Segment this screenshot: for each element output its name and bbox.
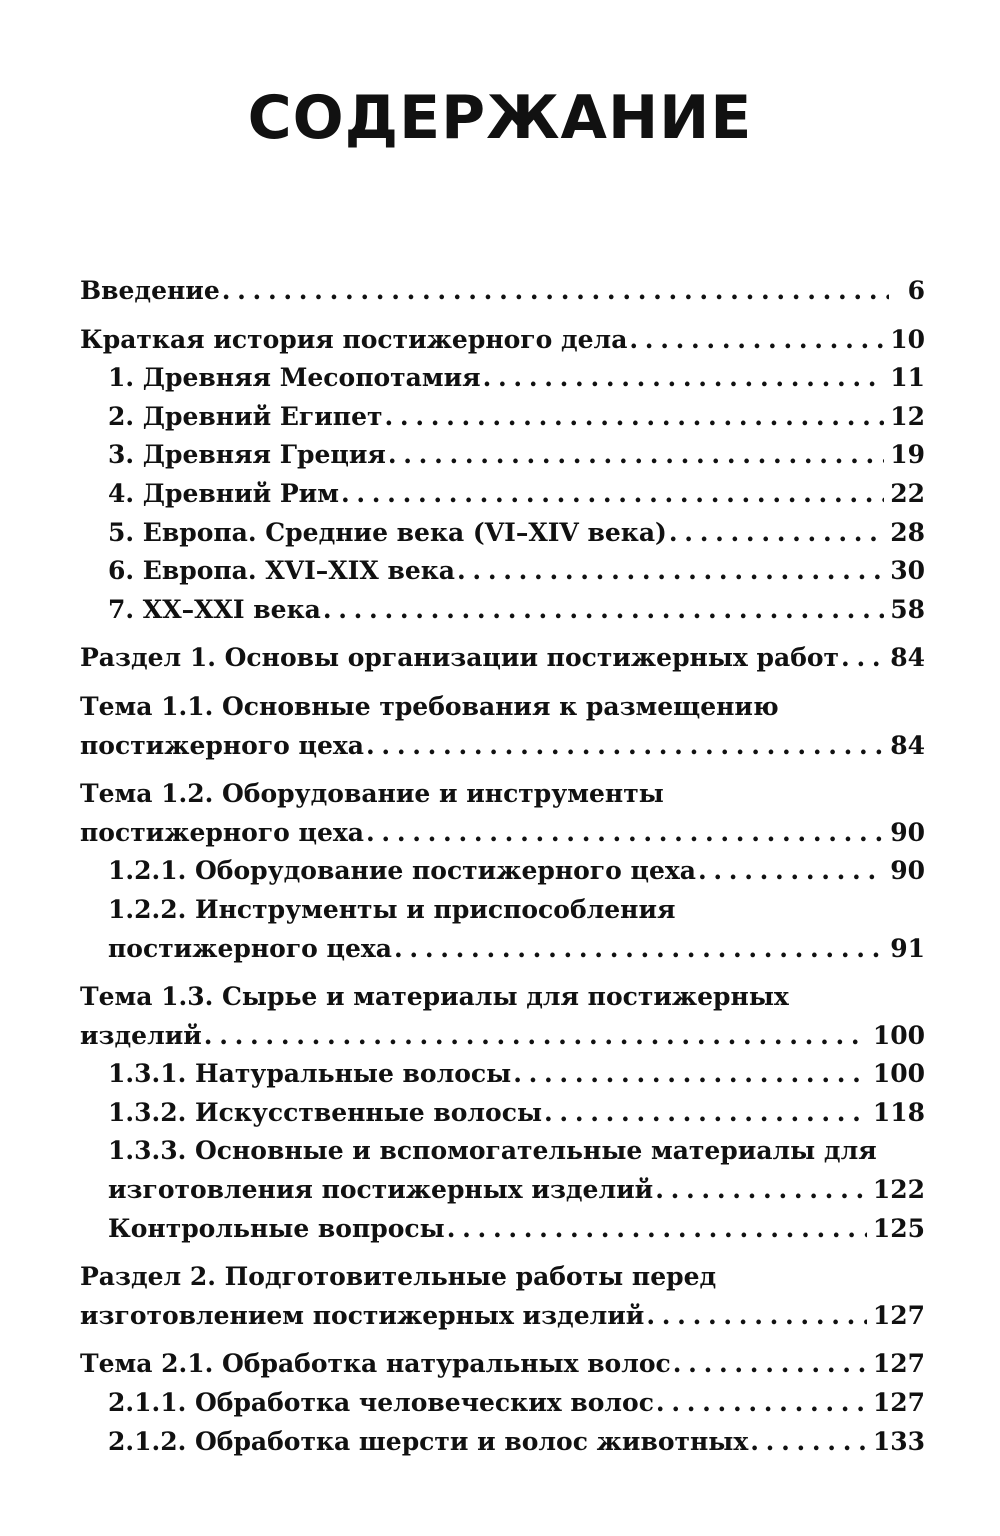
dot-leader [750, 1423, 867, 1462]
page-number: 58 [890, 594, 925, 624]
toc-entry-title: 1.3.2. Искусственные волосы [108, 1097, 543, 1127]
dot-leader [394, 930, 884, 969]
toc-entry-title: 2. Древний Египет [108, 401, 383, 431]
toc-entry-title: Раздел 1. Основы организации постижерных работ [80, 643, 840, 673]
toc-entry[interactable] [80, 639, 925, 678]
toc-entry-title-line: Тема 1.3. Сырье и материалы для постижерных [80, 982, 789, 1012]
toc-entry-title: Введение [80, 276, 220, 305]
toc-entry-title: 7. XX–XXI века [108, 594, 321, 624]
page-number: 22 [890, 478, 925, 508]
toc-entry[interactable] [80, 688, 925, 765]
dot-leader [366, 814, 884, 853]
page-number: 91 [890, 933, 925, 963]
dot-leader [457, 552, 884, 591]
dot-leader [656, 1384, 867, 1423]
toc-entry[interactable] [80, 514, 925, 553]
toc-entry-title: 4. Древний Рим [108, 478, 339, 508]
page-number: 84 [890, 730, 925, 760]
dot-leader [698, 852, 884, 891]
dot-leader [204, 1017, 867, 1056]
toc-entry[interactable] [80, 436, 925, 475]
page-number: 28 [890, 517, 925, 547]
toc-entry-title-line: Раздел 2. Подготовительные работы перед [80, 1262, 717, 1292]
toc-entry-title: постижерного цеха [80, 730, 365, 760]
page-number: 127 [872, 1300, 925, 1330]
page-number: 127 [872, 1349, 925, 1379]
toc-entry[interactable] [80, 552, 925, 591]
toc-entry-title-line: Тема 1.1. Основные требования к размещению [80, 691, 779, 721]
toc-entry[interactable] [80, 591, 925, 630]
dot-leader [655, 1171, 867, 1210]
dot-leader [366, 727, 884, 766]
toc-entry[interactable] [80, 1210, 925, 1249]
toc-entry-title: 5. Европа. Средние века (VI–XIV века) [108, 517, 667, 547]
page-number: 122 [872, 1175, 925, 1205]
toc-entry[interactable] [80, 1384, 925, 1423]
toc-entry-title-line: 1.3.3. Основные и вспомогательные материалы для [108, 1136, 877, 1166]
toc-entry-title: постижерного цеха [80, 817, 365, 847]
dot-leader [388, 436, 884, 475]
dot-leader [447, 1210, 867, 1249]
toc-entry[interactable] [80, 978, 925, 1055]
page-number: 10 [890, 324, 925, 354]
dot-leader [669, 514, 884, 553]
toc-entry-title: постижерного цеха [108, 933, 393, 963]
toc-entry-title: 2.1.1. Обработка человеческих волос [108, 1388, 654, 1418]
toc-entry[interactable] [80, 1345, 925, 1384]
page-number: 6 [907, 276, 925, 305]
page-number: 118 [872, 1097, 925, 1127]
page-number: 125 [872, 1213, 925, 1243]
page-number: 84 [890, 643, 925, 673]
page-number: 90 [890, 817, 925, 847]
dot-leader [385, 398, 885, 437]
toc-entry[interactable] [80, 1132, 925, 1209]
toc-entry-title: Контрольные вопросы [108, 1213, 445, 1243]
toc-entry-title: 2.1.2. Обработка шерсти и волос животных [108, 1426, 749, 1456]
toc-entry[interactable] [80, 321, 925, 360]
page-number: 11 [890, 363, 925, 393]
toc-entry-title: Краткая история постижерного дела [80, 324, 628, 354]
dot-leader [483, 359, 885, 398]
toc-entry-title: изделий [80, 1020, 202, 1050]
toc-entry-title: 3. Древняя Греция [108, 440, 386, 470]
page-title: СОДЕРЖАНИЕ [247, 83, 753, 153]
toc-entry[interactable] [80, 475, 925, 514]
toc-entry[interactable] [80, 775, 925, 852]
toc-entry-title: Тема 2.1. Обработка натуральных волос [80, 1349, 671, 1379]
dot-leader [629, 321, 884, 360]
dot-leader [544, 1094, 867, 1133]
toc-entry-title: 1.2.1. Оборудование постижерного цеха [108, 856, 696, 886]
table-of-contents [80, 272, 925, 1461]
toc-entry[interactable] [80, 272, 925, 311]
toc-entry-title: изготовления постижерных изделий [108, 1175, 654, 1205]
toc-entry-title: 6. Европа. XVI–XIX века [108, 556, 455, 586]
toc-entry[interactable] [80, 1258, 925, 1335]
toc-entry[interactable] [80, 1094, 925, 1133]
toc-entry[interactable] [80, 398, 925, 437]
toc-entry-title-line: Тема 1.2. Оборудование и инструменты [80, 779, 664, 809]
dot-leader [513, 1055, 867, 1094]
page-number: 90 [890, 856, 925, 886]
toc-entry[interactable] [80, 1423, 925, 1462]
page-number: 133 [872, 1426, 925, 1456]
toc-entry[interactable] [80, 1055, 925, 1094]
dot-leader [323, 591, 884, 630]
page-number: 100 [872, 1059, 925, 1089]
dot-leader [341, 475, 884, 514]
toc-entry-title: изготовлением постижерных изделий [80, 1300, 645, 1330]
page-number: 12 [890, 401, 925, 431]
page-number: 127 [872, 1388, 925, 1418]
page-number: 19 [890, 440, 925, 470]
page-number: 100 [872, 1020, 925, 1050]
dot-leader [222, 272, 889, 311]
toc-entry[interactable] [80, 891, 925, 968]
toc-entry-title: 1.3.1. Натуральные волосы [108, 1059, 512, 1089]
toc-entry-title: 1. Древняя Месопотамия [108, 363, 481, 393]
dot-leader [841, 639, 884, 678]
dot-leader [646, 1297, 866, 1336]
toc-entry-title-line: 1.2.2. Инструменты и приспособления [108, 894, 676, 924]
page-number: 30 [890, 556, 925, 586]
toc-entry[interactable] [80, 359, 925, 398]
dot-leader [673, 1345, 867, 1384]
toc-entry[interactable] [80, 852, 925, 891]
